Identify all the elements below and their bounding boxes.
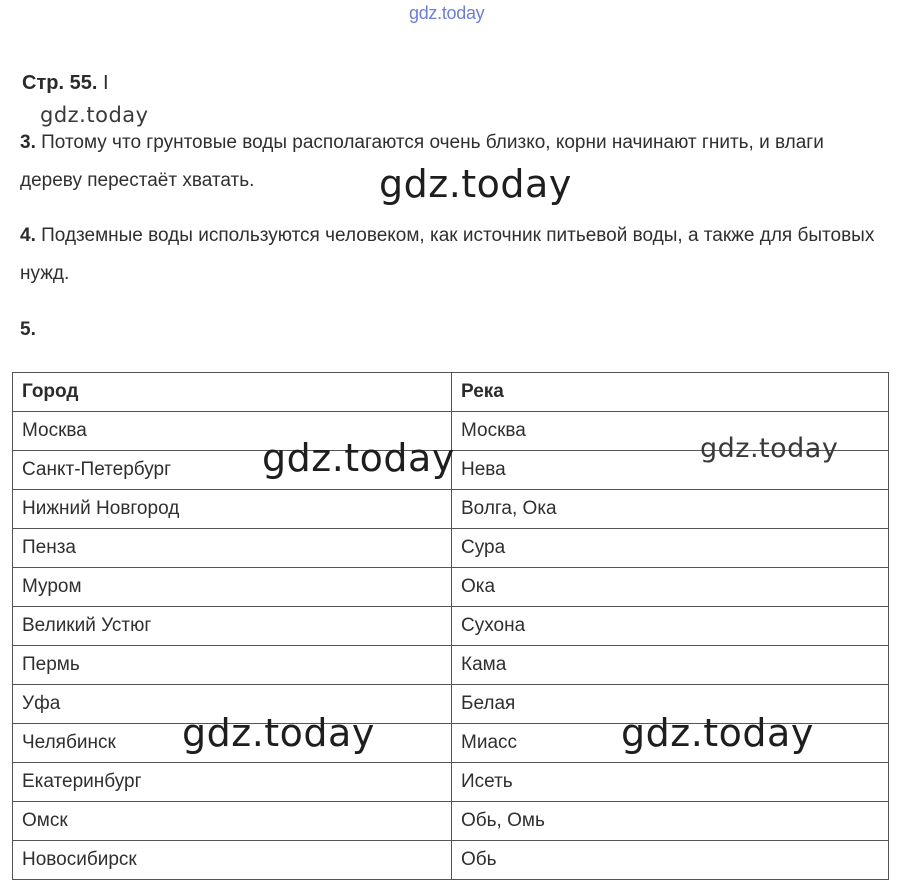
answer-4 — [20, 217, 890, 293]
river-cell: Ока — [452, 568, 889, 607]
river-cell: Сура — [452, 529, 889, 568]
city-cell: Омск — [13, 802, 452, 841]
table-row — [13, 490, 889, 529]
table-row — [13, 529, 889, 568]
answer-5 — [20, 311, 890, 349]
river-cell: Обь — [452, 841, 889, 880]
watermark-table-bottom-left: gdz.today — [182, 711, 375, 755]
header-city: Город — [13, 373, 452, 412]
city-cell: Пермь — [13, 646, 452, 685]
header-river: Река — [452, 373, 889, 412]
table-row — [13, 841, 889, 880]
river-cell: Нева — [452, 451, 889, 490]
city-cell: Нижний Новгород — [13, 490, 452, 529]
answer-3-text: Потому что грунтовые воды располагаются очень близко, корни начинают гнить, и влаги дереву перестаёт хватать. — [20, 132, 824, 191]
river-cell: Миасс — [452, 724, 889, 763]
page-heading — [22, 72, 109, 95]
city-cell: Санкт-Петербург — [13, 451, 452, 490]
watermark-table-right: gdz.today — [700, 433, 839, 464]
table-row — [13, 568, 889, 607]
city-cell: Пенза — [13, 529, 452, 568]
river-cell: Москва — [452, 412, 889, 451]
table-row — [13, 607, 889, 646]
watermark-small-left: gdz.today — [40, 103, 149, 127]
city-cell: Новосибирск — [13, 841, 452, 880]
watermark-top: gdz.today — [409, 3, 485, 23]
city-cell: Уфа — [13, 685, 452, 724]
river-cell: Обь, Омь — [452, 802, 889, 841]
river-cell: Кама — [452, 646, 889, 685]
page-heading-text: Стр. 55. — [22, 72, 98, 94]
table-row — [13, 763, 889, 802]
city-cell: Муром — [13, 568, 452, 607]
table-row — [13, 802, 889, 841]
watermark-table-left: gdz.today — [262, 436, 455, 480]
city-cell: Челябинск — [13, 724, 452, 763]
city-cell: Екатеринбург — [13, 763, 452, 802]
table-row — [13, 646, 889, 685]
river-cell: Волга, Ока — [452, 490, 889, 529]
answer-3-number: 3. — [20, 132, 36, 153]
page-heading-marker: I — [102, 72, 109, 94]
watermark-big-mid: gdz.today — [379, 162, 572, 206]
city-cell: Москва — [13, 412, 452, 451]
river-cell: Сухона — [452, 607, 889, 646]
answer-4-number: 4. — [20, 225, 36, 246]
river-cell: Белая — [452, 685, 889, 724]
table-header-row — [13, 373, 889, 412]
answer-4-text: Подземные воды используются человеком, как источник питьевой воды, а также для бытовых нужд. — [20, 225, 875, 284]
river-cell: Исеть — [452, 763, 889, 802]
watermark-table-bottom-right: gdz.today — [621, 711, 814, 755]
city-cell: Великий Устюг — [13, 607, 452, 646]
answer-5-number: 5. — [20, 319, 36, 340]
